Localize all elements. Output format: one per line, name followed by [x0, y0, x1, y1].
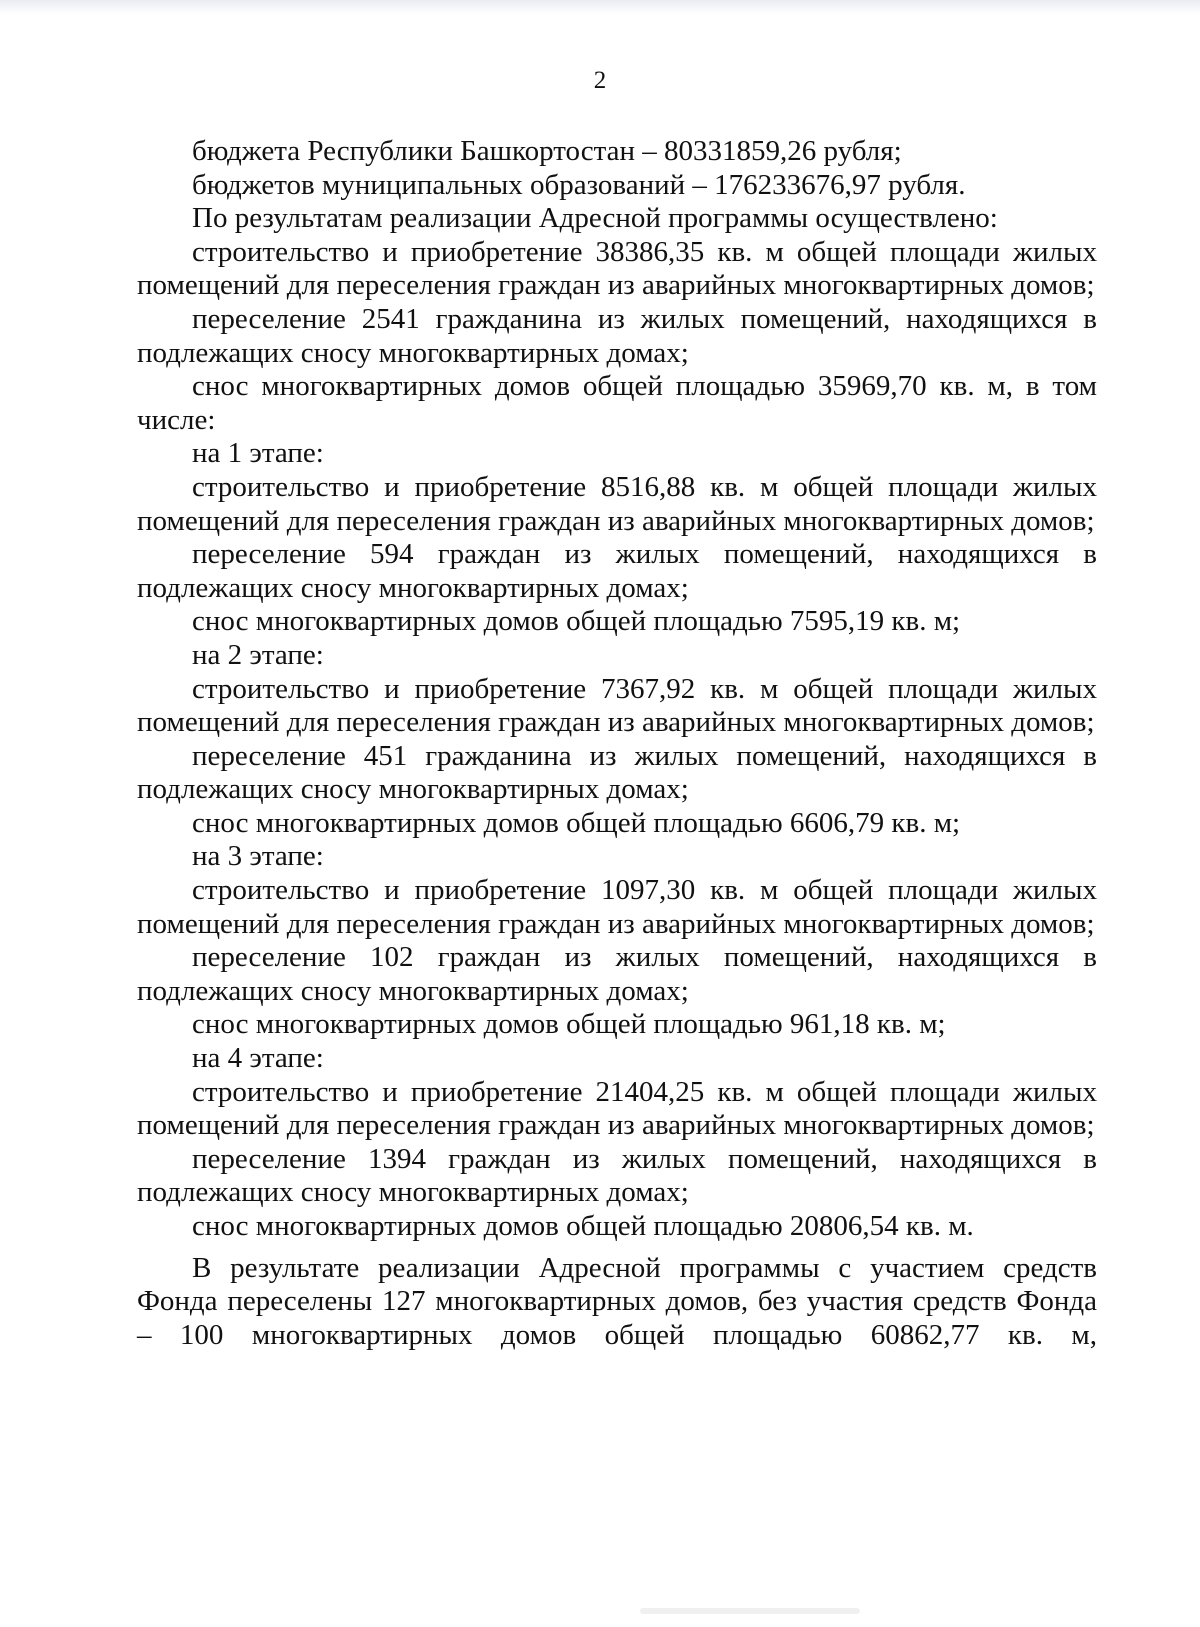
scan-edge-shadow [0, 0, 1200, 14]
paragraph-budget-municipal: бюджетов муниципальных образований – 176233676,97 рубля. [192, 168, 966, 201]
paragraph-stage3-resettlement: переселение 102 граждан из жилых помещений, находящихся в подлежащих сносу многоквартирных домах; [137, 941, 1097, 1007]
paragraph-budget-rb: бюджета Республики Башкортостан – 80331859,26 рубля; [192, 135, 902, 167]
paragraph-total-demolition: снос многоквартирных домов общей площадью 35969,70 кв. м, в том числе: [137, 370, 1097, 436]
paragraph-total-resettlement: переселение 2541 гражданина из жилых помещений, находящихся в подлежащих сносу многоквартирных домах; [137, 302, 1097, 369]
paragraph-stage1-demolition: снос многоквартирных домов общей площадью 7595,19 кв. м; [192, 605, 961, 638]
paragraph-total-construction: строительство и приобретение 38386,35 кв. м общей площади жилых помещений для переселения граждан из аварийных многоквартирных домов; [137, 235, 1097, 302]
paragraph-stage2-resettlement: переселение 451 гражданина из жилых помещений, находящихся в подлежащих сносу многоквартирных домах; [137, 739, 1097, 806]
paragraph-stage1-construction: строительство и приобретение 8516,88 кв. м общей площади жилых помещений для переселения граждан из аварийных многоквартирных домов; [137, 470, 1097, 537]
document-body [137, 135, 1097, 1352]
paragraph-stage4-demolition: снос многоквартирных домов общей площадью 20806,54 кв. м. [192, 1210, 974, 1242]
paragraph-program-outcome: В результате реализации Адресной программы с участием средств Фонда переселены 127 многоквартирных домов, без участия средств Фонда – 100 многоквартирных домов общей площадью 60862,77 кв. м, [137, 1251, 1097, 1351]
paragraph-stage4-resettlement: переселение 1394 граждан из жилых помещений, находящихся в подлежащих сносу многоквартирных домах; [137, 1142, 1097, 1209]
paragraph-stage3-construction: строительство и приобретение 1097,30 кв. м общей площади жилых помещений для переселения граждан из аварийных многоквартирных домов; [137, 874, 1097, 940]
paragraph-results-intro: По результатам реализации Адресной программы осуществлено: [192, 202, 998, 235]
stage-heading-4: на 4 этапе: [192, 1042, 324, 1075]
stage-heading-2: на 2 этапе: [192, 638, 324, 671]
paragraph-stage2-demolition: снос многоквартирных домов общей площадью 6606,79 кв. м; [192, 806, 961, 839]
page-number: 2 [593, 67, 607, 94]
paragraph-stage4-construction: строительство и приобретение 21404,25 кв. м общей площади жилых помещений для переселения граждан из аварийных многоквартирных домов; [137, 1075, 1097, 1142]
scan-smudge [640, 1608, 860, 1614]
stage-heading-1: на 1 этапе: [192, 437, 324, 470]
paragraph-stage1-resettlement: переселение 594 граждан из жилых помещений, находящихся в подлежащих сносу многоквартирных домах; [137, 538, 1097, 604]
paragraph-stage3-demolition: снос многоквартирных домов общей площадью 961,18 кв. м; [192, 1008, 946, 1041]
paragraph-stage2-construction: строительство и приобретение 7367,92 кв. м общей площади жилых помещений для переселения граждан из аварийных многоквартирных домов; [137, 672, 1097, 739]
stage-heading-3: на 3 этапе: [192, 840, 324, 873]
